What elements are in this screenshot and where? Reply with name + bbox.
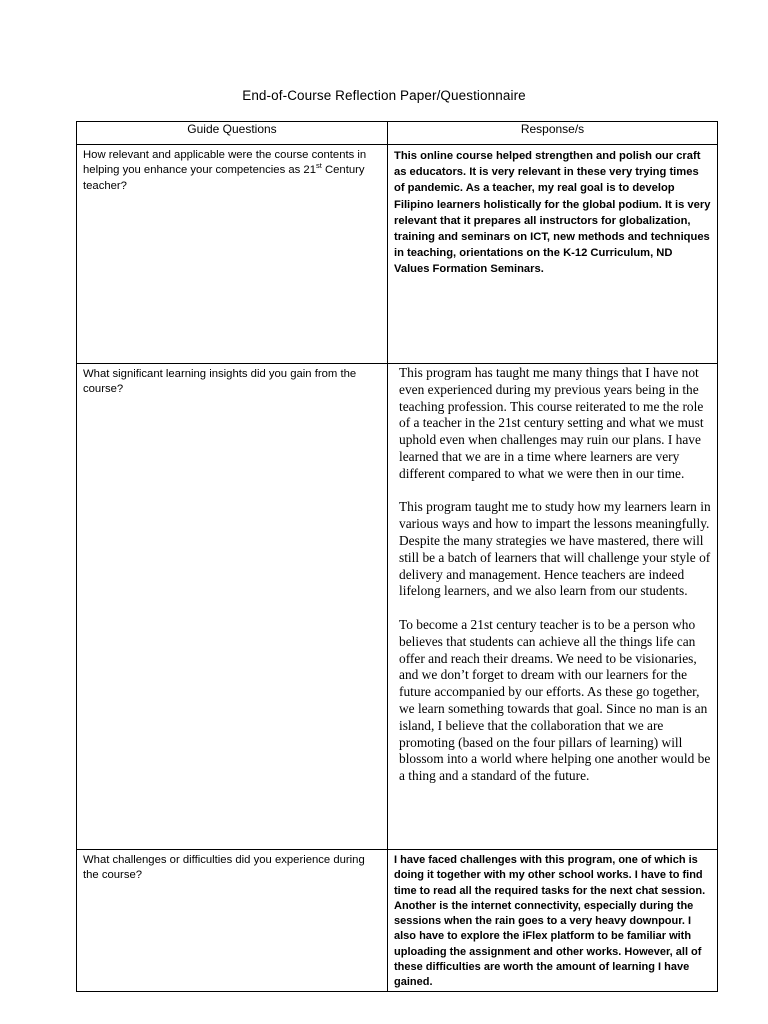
document-title: End-of-Course Reflection Paper/Questionnaire [242,88,526,103]
question-cell [77,364,388,850]
question-text: What significant learning insights did you gain from the course? [83,368,357,396]
question-text-part: How relevant and applicable were the course contents in helping you enhance your competencies as 21 [83,149,367,177]
response-paragraph: This program has taught me many things that I have not even experienced during my previous years being in the teaching profession. This course reiterated to me the role of a teacher in the 21st century setting and what we must uphold even when challenges may ruin our plans. I have learned that we are in a time where learners are very different compared to what we were then in our time. [399,365,704,481]
response-paragraph: To become a 21st century teacher is to be a person who believes that students can achieve all the things life can offer and reach their dreams. We need to be visionaries, and we don’t forget to dream with our learners for the future accompanied by our efforts. As these go together, we learn something towards that goal. Since no man is an island, I believe that the collaboration that we are promoting (based on the four pillars of learning) will blossom into a world where helping one another would be a thing and a standard of the future. [399,616,711,784]
response-cell [388,850,718,992]
question-cell [77,145,388,364]
response-text: This online course helped strengthen and polish our craft as educators. It is very relevant in these very trying times of pandemic. As a teacher, my real goal is to develop Filipino learners holistically for the global podium. It is very relevant that it prepares all instructors for globalization, training and seminars on ICT, new methods and techniques in teaching, orientations on the K-12 Curriculum, ND Values Formation Seminars. [394,150,711,276]
question-text [77,145,387,194]
response-paragraph: This program taught me to study how my learners learn in various ways and how to impart the lessons meaningfully. Despite the many strategies we have mastered, there will still be a batch of learners that will challenge your style of delivery and management. Hence teachers are indeed lifelong learners, and we also learn from our students. [399,499,711,599]
response-text: I have faced challenges with this program, one of which is doing it together with my other school works. I have to find time to read all the required tasks for the next chat session. Another is the internet connectivity, especially during the sessions when the rain goes to a very heavy downpour. I also have to explore the iFlex platform to be familiar with uploading the assignment and other works. However, all of these difficulties are worth the amount of learning I have gained. [394,854,706,989]
response-cell [388,364,718,850]
question-text: What challenges or difficulties did you experience during the course? [83,854,365,882]
header-guide-questions: Guide Questions [77,122,388,145]
question-cell [77,850,388,992]
ordinal-superscript: st [316,161,322,171]
question-text-part: Century teacher? [83,164,365,192]
reflection-table [76,121,718,992]
table-header-row [77,122,718,145]
table-row [77,850,718,992]
table-row [77,145,718,364]
response-text [388,364,717,785]
header-responses: Response/s [388,122,718,145]
response-cell [388,145,718,364]
table-row [77,364,718,850]
